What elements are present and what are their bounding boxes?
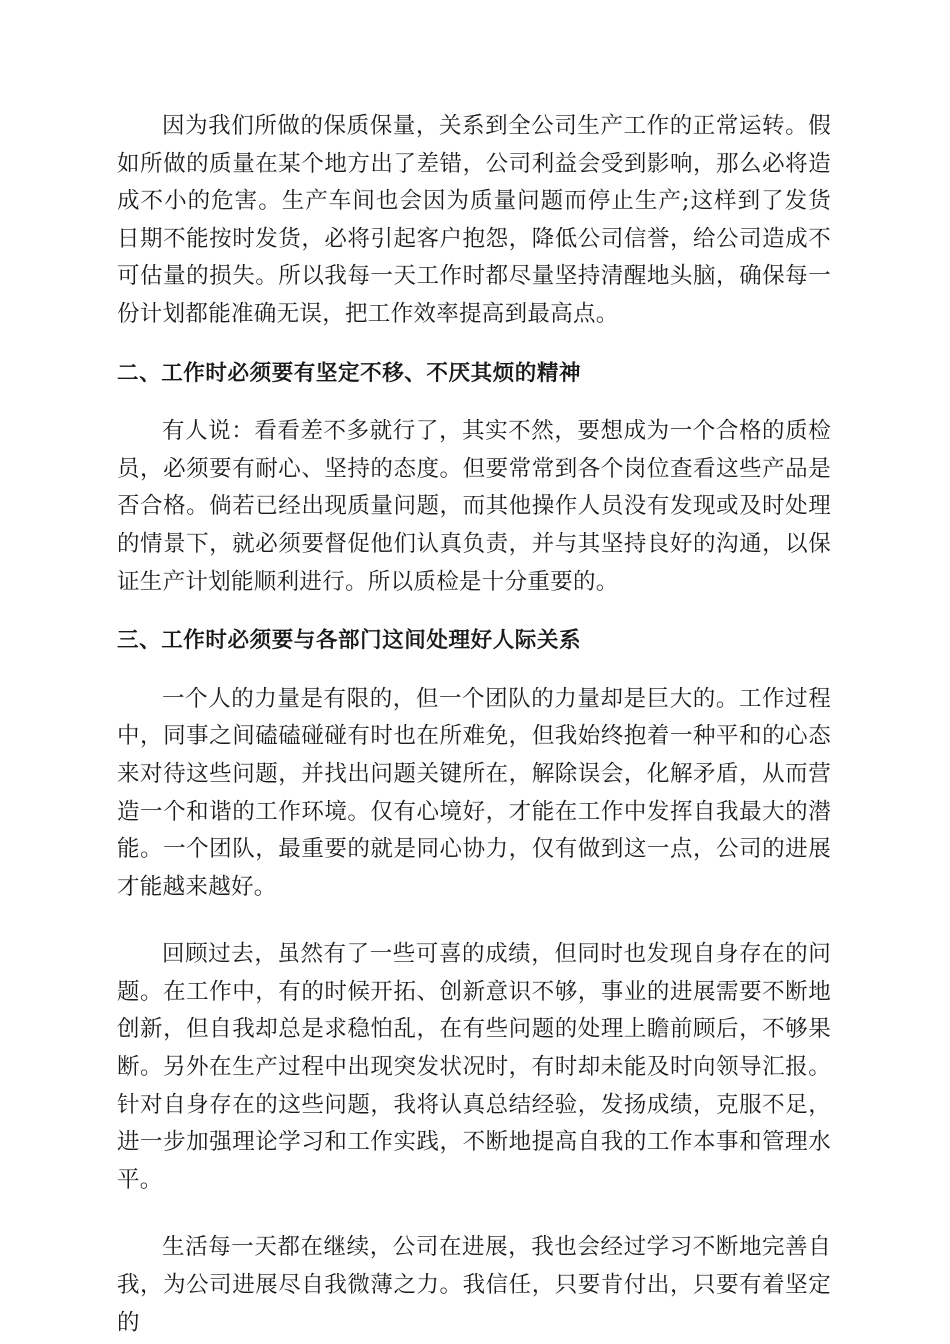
spacer	[117, 392, 831, 413]
spacer	[117, 601, 831, 622]
paragraph-quality-importance: 因为我们所做的保质保量，关系到全公司生产工作的正常运转。假如所做的质量在某个地方出了差错，公司利益会受到影响，那么必将造成不小的危害。生产车间也会因为质量问题而停止生产;这样到了发货日期不能按时发货，必将引起客户抱怨，降低公司信誉，给公司造成不可估量的损失。所以我每一天工作时都尽量坚持清醒地头脑，确保每一份计划都能准确无误，把工作效率提高到最高点。	[117, 113, 831, 327]
spacer	[117, 334, 831, 355]
paragraph-inspection-attitude: 有人说：看看差不多就行了，其实不然，要想成为一个合格的质检员，必须要有耐心、坚持的态度。但要常常到各个岗位查看这些产品是否合格。倘若已经出现质量问题，而其他操作人员没有发现或及时处理的情景下，就必须要督促他们认真负责，并与其坚持良好的沟通，以保证生产计划能顺利进行。所以质检是十分重要的。	[117, 418, 831, 595]
section-heading-2: 二、工作时必须要有坚定不移、不厌其烦的精神	[117, 360, 582, 386]
spacer	[117, 660, 831, 681]
spacer	[117, 906, 831, 936]
paragraph-outlook: 生活每一天都在继续，公司在进展，我也会经过学习不断地完善自我，为公司进展尽自我微薄之力。我信任，只要肯付出，只要有着坚定的	[117, 1234, 831, 1336]
paragraph-review: 回顾过去，虽然有了一些可喜的成绩，但同时也发现自身存在的问题。在工作中，有的时候开拓、创新意识不够，事业的进展需要不断地创新，但自我却总是求稳怕乱，在有些问题的处理上瞻前顾后，不够果断。另外在生产过程中出现突发状况时，有时却未能及时向领导汇报。针对自身存在的这些问题，我将认真总结经验，发扬成绩，克服不足，进一步加强理论学习和工作实践，不断地提高自我的工作本事和管理水平。	[117, 941, 831, 1193]
section-heading-3: 三、工作时必须要与各部门这间处理好人际关系	[117, 628, 582, 654]
spacer	[117, 1199, 831, 1229]
document-body	[117, 108, 831, 1342]
paragraph-teamwork: 一个人的力量是有限的，但一个团队的力量却是巨大的。工作过程中，同事之间磕磕碰碰有时也在所难免，但我始终抱着一种平和的心态来对待这些问题，并找出问题关键所在，解除误会，化解矛盾，从而营造一个和谐的工作环境。仅有心境好，才能在工作中发挥自我最大的潜能。一个团队，最重要的就是同心协力，仅有做到这一点，公司的进展才能越来越好。	[117, 685, 831, 900]
